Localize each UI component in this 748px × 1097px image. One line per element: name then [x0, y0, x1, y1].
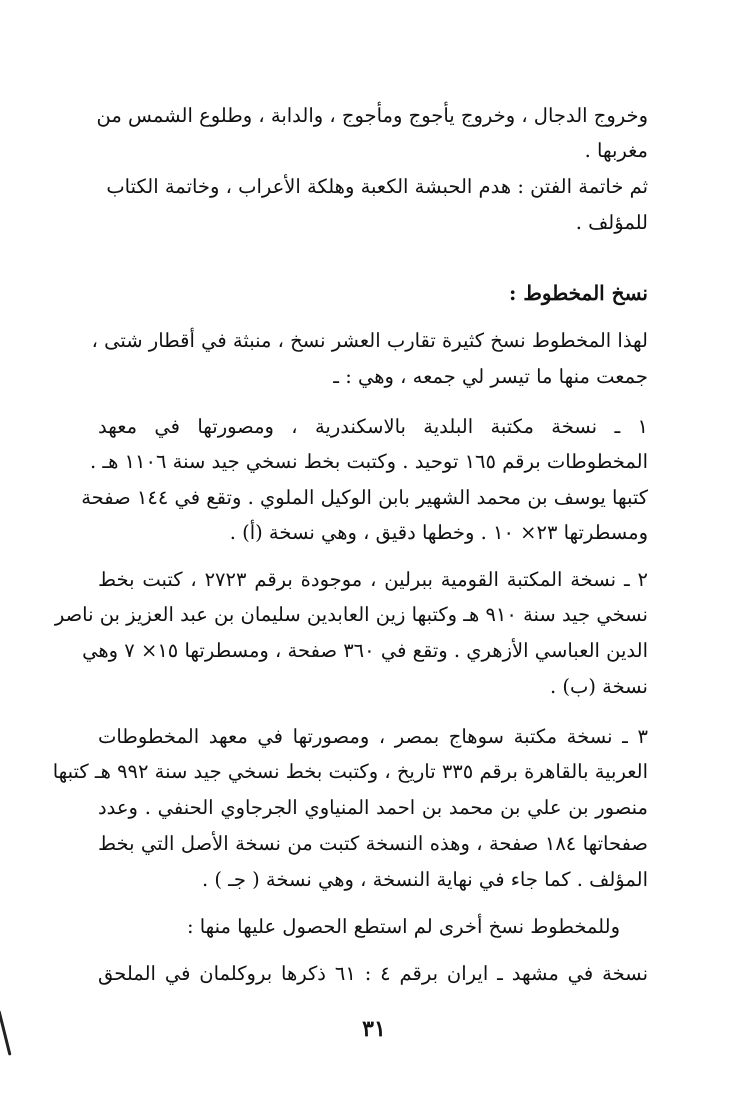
text-line: وللمخطوط نسخ أخرى لم استطع الحصول عليها منها : — [186, 915, 620, 938]
text-line: وخروج الدجال ، وخروج يأجوج ومأجوج ، والدابة ، وطلوع الشمس من — [96, 104, 648, 127]
text-line: كتبها يوسف بن محمد الشهير بابن الوكيل الملوي . وتقع في ١٤٤ صفحة — [81, 486, 648, 509]
text-line: الدين العباسي الأزهري . وتقع في ٣٦٠ صفحة ، ومسطرتها ١٥× ٧ وهي — [82, 639, 648, 662]
text-line: ثم خاتمة الفتن : هدم الحبشة الكعبة وهلكة الأعراب ، وخاتمة الكتاب — [106, 175, 648, 198]
text-line: لهذا المخطوط نسخ كثيرة تقارب العشر نسخ ، منبثة في أقطار شتى ، — [91, 329, 648, 352]
text-line: نسخي جيد سنة ٩١٠ هـ وكتبها زين العابدين سليمان بن عبد العزيز بن ناصر — [54, 603, 648, 626]
section-heading: نسخ المخطوط : — [509, 281, 648, 305]
text-line: المؤلف . كما جاء في نهاية النسخة ، وهي نسخة ( جـ ) . — [201, 868, 648, 891]
text-line: منصور بن علي بن محمد بن احمد المنياوي الجرجاوي الحنفي . وعدد — [98, 796, 648, 819]
text-line: صفحاتها ١٨٤ صفحة ، وهذه النسخة كتبت من نسخة الأصل التي بخط — [98, 832, 648, 855]
text-line: مغربها . — [584, 139, 648, 162]
text-line: ٣ ـ نسخة مكتبة سوهاج بمصر ، ومصورتها في معهد المخطوطات — [98, 725, 648, 748]
text-line: ٢ ـ نسخة المكتبة القومية ببرلين ، موجودة برقم ٢٧٢٣ ، كتبت بخط — [98, 568, 648, 591]
page-number: ٣١ — [362, 1016, 386, 1042]
text-line: نسخة (ب) . — [549, 675, 648, 698]
text-line: نسخة في مشهد ـ ايران برقم ٤ : ٦١ ذكرها بروكلمان في الملحق — [98, 962, 648, 985]
text-line: للمؤلف . — [575, 211, 648, 234]
text-line: ١ ـ نسخة مكتبة البلدية بالاسكندرية ، ومصورتها في معهد — [98, 415, 648, 438]
text-line: المخطوطات برقم ١٦٥ توحيد . وكتبت بخط نسخي جيد سنة ١١٠٦ هـ . — [89, 450, 648, 473]
text-line: العربية بالقاهرة برقم ٣٣٥ تاريخ ، وكتبت بخط نسخي جيد سنة ٩٩٢ هـ كتبها — [52, 760, 648, 783]
text-line: ومسطرتها ٢٣× ١٠ . وخطها دقيق ، وهي نسخة (أ) . — [229, 521, 648, 544]
text-line: جمعت منها ما تيسر لي جمعه ، وهي : ـ — [333, 365, 648, 388]
